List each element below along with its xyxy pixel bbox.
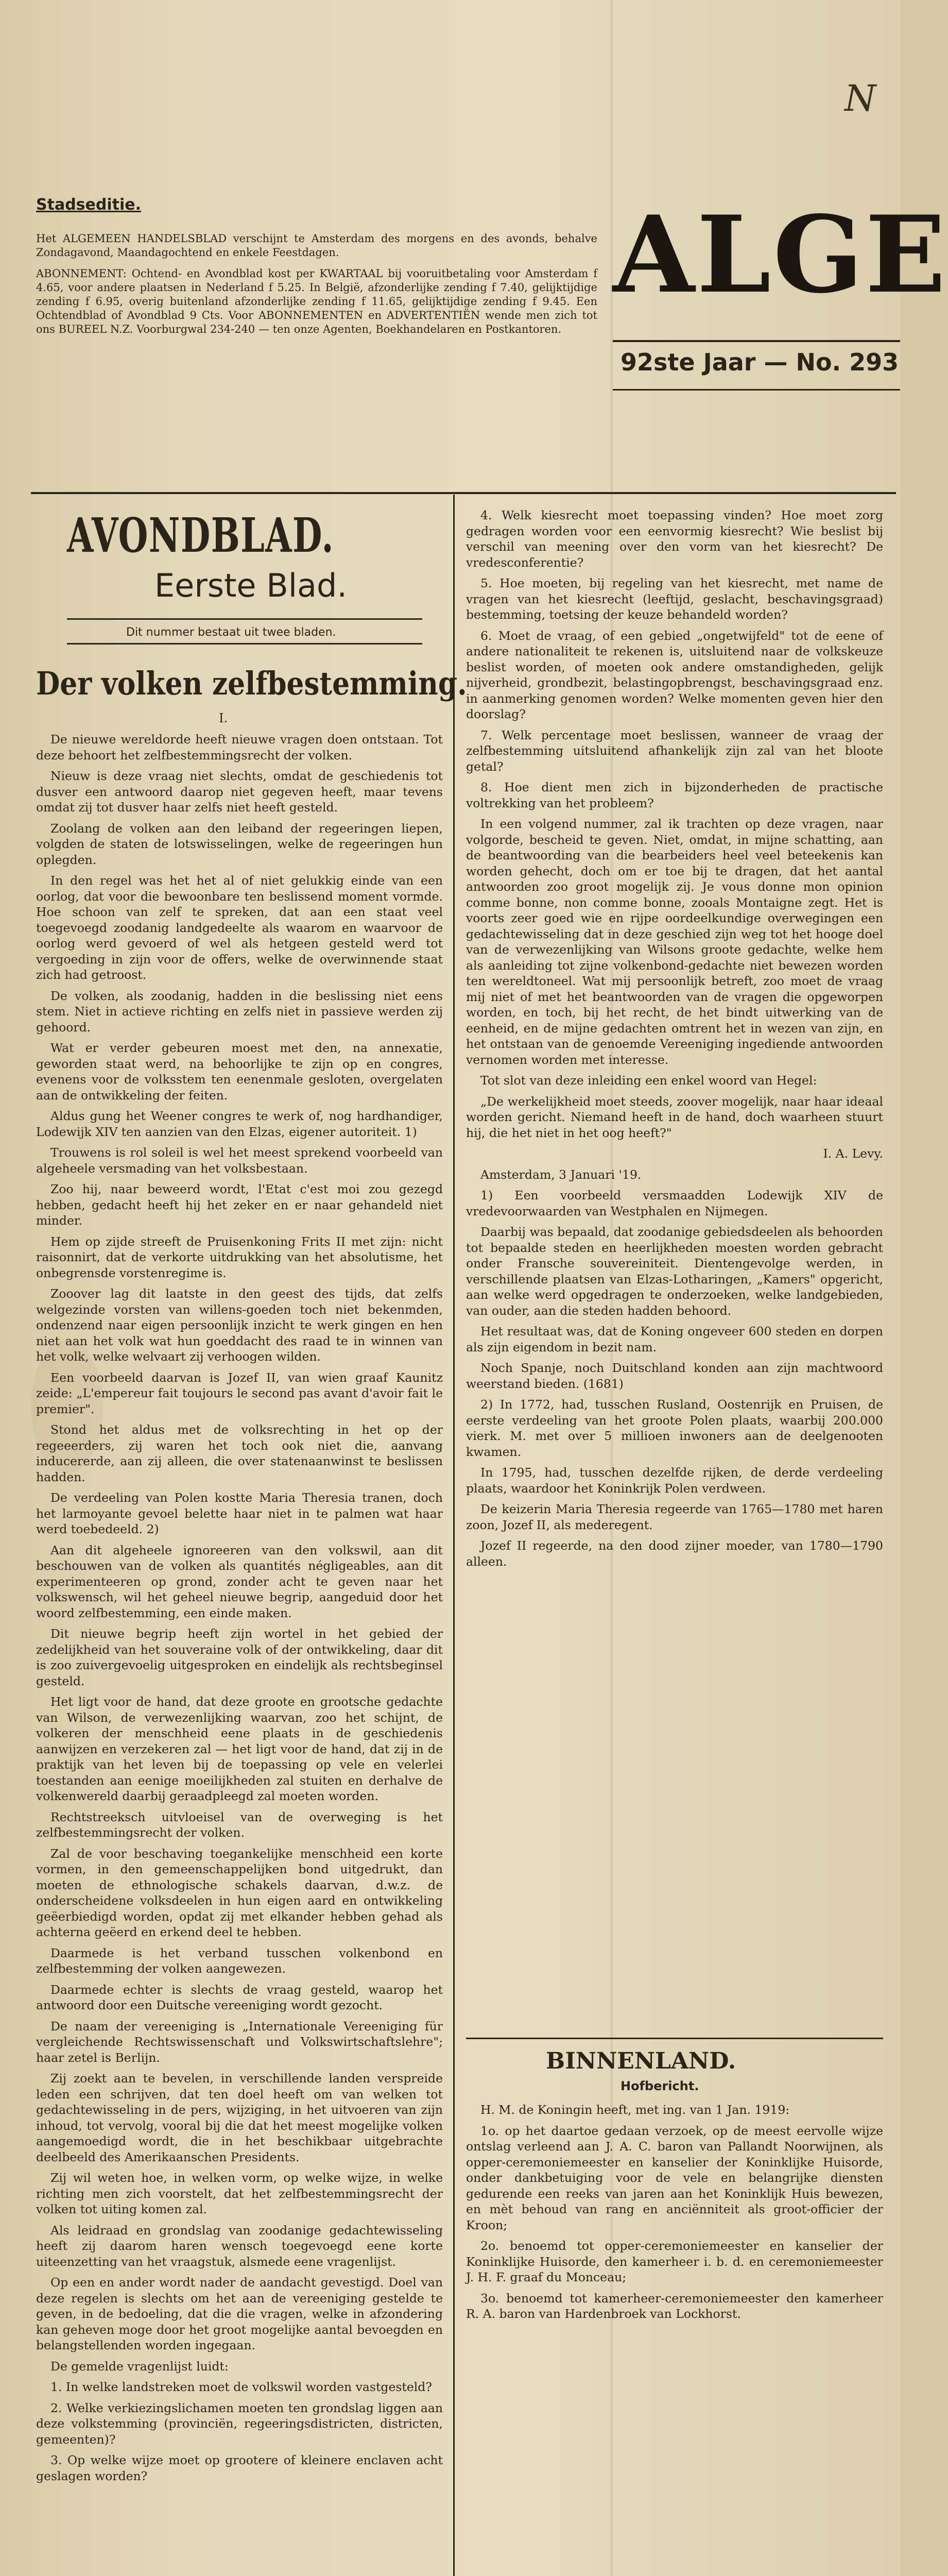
notice-paragraph: ABONNEMENT: Ochtend- en Avondblad kost per KWARTAAL bij vooruitbetaling voor Amsterdam f 4.65, voor andere plaatsen in Nederland f 5.25. In België, afzonderlijke zending f 7.40, gelijktijdige zending f 6.95, overig buitenland afzonderlijke zending f 11.65, gelijktijdige zending f 9.45. Een Ochtendblad of Avondblad 9 Cts. Voor ABONNEMENTEN en ADVERTENTIËN wende men zich tot ons BUREEL N.Z. Voorburgwal 234-240 — ten onze Agenten, Boekhandelaren en Postkantoren.	[36, 267, 597, 335]
article-paragraph: Trouwens is rol soleil is wel het meest sprekend voorbeeld van algeheele versmading van het volksbestaan.	[36, 1145, 443, 1176]
article-paragraph: Daarmede is het verband tusschen volkenbond en zelfbestemming der volken aangewezen.	[36, 1945, 443, 1976]
article-paragraph: 3. Op welke wijze moet op grootere of kleinere enclaven acht geslagen worden?	[36, 2453, 443, 2483]
article-dateline: Amsterdam, 3 Januari '19.	[480, 1167, 642, 1182]
footnote: De keizerin Maria Theresia regeerde van 1765—1780 met haren zoon, Jozef II, als mederegent.	[466, 1502, 883, 1532]
article-paragraph: Nieuw is deze vraag niet slechts, omdat de geschiedenis tot dusver een antwoord daarop niet gegeven heeft, maar tevens omdat zij tot dusver haar zelfs niet heeft gesteld.	[36, 769, 443, 815]
news-paragraph: 3o. benoemd tot kamerheer-ceremoniemeester den kamerheer R. A. baron van Hardenbroek van Lockhorst.	[466, 2291, 883, 2321]
article-paragraph: Stond het aldus met de volksrechting in het op der regeeerders, zij waren het toch ook niet die, aanvang inducererde, aan zij alleen, die over statenaanwinst te beslissen hadden.	[36, 1422, 443, 1484]
article-paragraph: Dit nieuwe begrip heeft zijn wortel in het gebied der zedelijkheid van het souveraine volk of der ontwikkeling, daar dit is zoo zuivergevoelig uitgesproken en eindelijk als rechtsbeginsel gesteld.	[36, 1626, 443, 1688]
article-paragraph: 6. Moet de vraag, of een gebied „ongetwijfeld" tot de eene of andere nationaliteit te rekenen is, uitsluitend naar de volkskeuze beslist worden, of moeten ook andere omstandigheden, gelijk nijverheid, grondbezit, belastingopbrengst, beschavingsgraad enz. in aanmerking genomen worden? Welke momenten geven hier den doorslag?	[466, 628, 883, 721]
banner-rule	[67, 618, 422, 620]
article-paragraph: 7. Welk percentage moet beslissen, wanneer de vraag der zelfbestemming uitsluitend afhankelijk zijn zal van het bloote getal?	[466, 727, 883, 774]
article-paragraph: Aldus gung het Weener congres te werk of, nog hardhandiger, Lodewijk XIV ten aanzien van den Elzas, eigener autoriteit. 1)	[36, 1109, 443, 1139]
article-paragraph: De nieuwe wereldorde heeft nieuwe vragen doen ontstaan. Tot deze behoort het zelfbestemmingsrecht der volken.	[36, 732, 443, 762]
section-heading-binnenland: BINNENLAND.	[546, 2048, 736, 2074]
masthead-rule	[613, 340, 900, 342]
footnote: 1) Een voorbeeld versmaadden Lodewijk XIV de vredevoorwaarden van Westphalen en Nijmegen.	[466, 1188, 883, 1218]
article-paragraph: De gemelde vragenlijst luidt:	[50, 2359, 229, 2374]
article-paragraph: Zoolang de volken aan den leiband der regeeringen liepen, volgden de staten de lotswisselingen, welke de regeeringen hun oplegden.	[36, 821, 443, 867]
banner-rule	[67, 643, 422, 645]
article-paragraph: Zij zoekt aan te bevelen, in verschillende landen verspreide leden een schrijven, dat ten doel heeft om van welken tot gedachtewisseling in de pers, wijziging, in het uitvoeren van zijn inhoud, tot vervolg, vooral bij die dat het meest mogelijke volken aangemoedigd wordt, die in het beschikbaar uitgebrachte deelbeeld des Amerikaanschen Presidents.	[36, 2071, 443, 2164]
publication-notice	[36, 232, 597, 344]
hofbericht-column	[466, 2102, 883, 2576]
article-paragraph: 1. In welke landstreken moet de volkswil worden vastgesteld?	[50, 2380, 432, 2394]
article-paragraph: Zij wil weten hoe, in welken vorm, op welke wijze, in welke richting men zich voorstelt, dat het zelfbestemmingsrecht der volken tot uiting komen zal.	[36, 2171, 443, 2216]
article-paragraph: Zoo hij, naar beweerd wordt, l'Etat c'est moi zou gezegd hebben, gedacht heeft hij het zeker en er naar gehandeld niet minder.	[36, 1182, 443, 1228]
article-paragraph: De verdeeling van Polen kostte Maria Theresia tranen, doch het larmoyante gevoel belette haar niet in te palmen wat haar werd toebedeeld. 2)	[36, 1490, 443, 1536]
article-paragraph: Het ligt voor de hand, dat deze groote en grootsche gedachte van Wilson, de verwezenlijking waarvan, zoo het schijnt, de volkeren der menschheid eene plaats in de geschiedenis aanwijzen en verzekeren zal — het ligt voor de hand, dat zij in de praktijk van het leven bij de toepassing op vele en velerlei toestanden aan eenige moeilijkheden zal stuiten en derhalve de volkenwereld daarbij geraadpleegd zal moeten worden.	[36, 1694, 443, 1803]
article-paragraph: Als leidraad en grondslag van zoodanige gedachtewisseling heeft zij daarom haren wensch toegevoegd eene korte uiteenzetting van het vraagstuk, alsmede eene vragenlijst.	[36, 2223, 443, 2269]
footnote: In 1795, had, tusschen dezelfde rijken, de derde verdeeling plaats, waardoor het Koninkrijk Polen verdween.	[466, 1465, 883, 1496]
footnote: 2) In 1772, had, tusschen Rusland, Oostenrijk en Pruisen, de eerste verdeeling van het groote Polen plaats, waarbij 200.000 vierk. M. met over 5 millioen inwoners aan de deelgenooten kwamen.	[466, 1397, 883, 1459]
volume-number: 92ste Jaar — No. 293	[620, 348, 899, 376]
footnote: Noch Spanje, noch Duitschland konden aan zijn machtwoord weerstand bieden. (1681)	[466, 1361, 883, 1391]
article-paragraph: Rechtstreeksch uitvloeisel van de overweging is het zelfbestemmingsrecht der volken.	[36, 1809, 443, 1840]
article-paragraph: De naam der vereeniging is „Internationale Vereeniging für vergleichende Rechtswissenschaft und Volkswirtschaftslehre"; haar zetel is Berlijn.	[36, 2019, 443, 2065]
article-paragraph: 2. Welke verkiezingslichamen moeten ten grondslag liggen aan deze volkstemming (provinciën, regeeringsdistricten, districten, gemeenten)?	[36, 2400, 443, 2447]
section-subheading-hofbericht: Hofbericht.	[620, 2079, 699, 2093]
article-paragraph: Daarmede echter is slechts de vraag gesteld, waarop het antwoord door een Duitsche vereeniging wordt gezocht.	[36, 1982, 443, 2012]
article-paragraph: Zooover lag dit laatste in den geest des tijds, dat zelfs welgezinde vorsten van willens-goeden toch niet bekenmden, ondenzend naar eigen persoonlijk inzicht te werk gingen en hen niet aan het volk wat hun goeddacht des raad te in winnen van het volk, welke welvaart zij verhoogen wilden.	[36, 1286, 443, 1364]
article-column-1	[36, 732, 443, 2576]
article-paragraph: Aan dit algeheele ignoreeren van den volkswil, aan dit beschouwen van de volken als quantités négligeables, aan dit experimenteeren op grond, zonder acht te geven naar het volkswensch, wil het geheel nieuwe begrip, aangeduid door het woord zelfbestemming, een einde maken.	[36, 1543, 443, 1620]
article-part: I.	[219, 711, 228, 725]
article-column-2	[466, 507, 883, 2025]
footnote: Jozef II regeerde, na den dood zijner moeder, van 1780—1790 alleen.	[466, 1538, 883, 1569]
edition-banner-subtitle: Eerste Blad.	[154, 567, 348, 604]
article-title: Der volken zelfbestemming.	[36, 665, 467, 702]
section-rule	[466, 2038, 883, 2039]
news-paragraph: 2o. benoemd tot opper-ceremoniemeester en kanselier der Koninklijke Huisorde, den kamerheer i. b. d. en ceremoniemeester J. H. F. graaf du Monceau;	[466, 2239, 883, 2284]
article-paragraph: 4. Welk kiesrecht moet toepassing vinden? Hoe moet zorg gedragen worden voor een eenvormig kiesrecht? Wie beslist bij verschil van meening over den vorm van het kiesrecht? De vredesconferentie?	[466, 508, 883, 570]
edition-note: Dit nummer bestaat uit twee bladen.	[126, 626, 336, 639]
footnote: Daarbij was bepaald, dat zoodanige gebiedsdeelen als behoorden tot bepaalde steden en heerlijkheden moesten worden gebracht onder Fransche souvereiniteit. Dientengevolge werden, in verschillende plaatsen van Elzas-Lotharingen, „Kamers" opgericht, aan welke werd opgedragen te onderzoeken, welke landgebieden, van ouder, aan die steden hadden behoord.	[466, 1225, 883, 1318]
edition-label: Stadseditie.	[36, 196, 141, 214]
article-paragraph: Tot slot van deze inleiding een enkel woord van Hegel:	[480, 1073, 817, 1088]
article-paragraph: Op een en ander wordt nader de aandacht gevestigd. Doel van deze regelen is slechts om het aan de vereeniging gestelde te geven, in de bedoeling, dat die die vragen, welke in afzondering kan geheven moge door het groot mogelijke aantal bevoegden en belangstellenden worden ingegaan.	[36, 2275, 443, 2352]
column-divider	[453, 495, 455, 2576]
article-paragraph: In den regel was het het al of niet gelukkig einde van een oorlog, dat voor die bewoonbare ten beslissend moment vormde. Hoe schoon van zelf te spreken, dat aan een staat veel toegevoegd zoodanig landgedeelte als waarom en waarvoor de oorlog werd gevoerd of wel als hetgeen gesteld werd tot vergoeding in zijn voor de offers, welke de overwinnende staat zich had getroost.	[36, 873, 443, 982]
article-paragraph: Wat er verder gebeuren moest met den, na annexatie, geworden staat werd, na behoorlijke te zijn op en congres, evenens voor de volksstem ten eenenmale gesloten, overgelaten aan de ontwikkeling der feiten.	[36, 1041, 443, 1103]
article-paragraph: 5. Hoe moeten, bij regeling van het kiesrecht, met name de vragen van het kiesrecht (leeftijd, geslacht, beschavingsgraad) bestemming, toetsing der keuze behandeld worden?	[466, 576, 883, 622]
news-paragraph: H. M. de Koningin heeft, met ing. van 1 Jan. 1919:	[480, 2103, 790, 2117]
article-author: I. A. Levy.	[823, 1146, 883, 1161]
article-paragraph: 8. Hoe dient men zich in bijzonderheden de practische voltrekking van het probleem?	[466, 780, 883, 810]
header-rule	[31, 492, 896, 494]
article-paragraph: Een voorbeeld daarvan is Jozef II, van wien graaf Kaunitz zeide: „L'empereur fait toujours le second pas avant d'avoir fait le premier".	[36, 1370, 443, 1416]
masthead-rule	[613, 389, 900, 391]
footnote: Het resultaat was, dat de Koning ongeveer 600 steden en dorpen als zijn eigendom in bezit nam.	[466, 1324, 883, 1354]
masthead-top-fragment: N	[844, 77, 876, 120]
notice-paragraph: Het ALGEMEEN HANDELSBLAD verschijnt te Amsterdam des morgens en des avonds, behalve Zondagavond, Maandagochtend en enkele Feestdagen.	[36, 232, 597, 259]
article-paragraph: „De werkelijkheid moet steeds, zoover mogelijk, naar haar ideaal worden gericht. Niemand heeft in de hand, doch waarheen stuurt hij, die het niet in het oog heeft?"	[466, 1094, 883, 1140]
news-paragraph: 1o. op het daartoe gedaan verzoek, op de meest eervolle wijze ontslag verleend aan J. A. C. baron van Pallandt Noorwijnen, als opper-ceremoniemeester en kanselier der Koninklijke Huisorde, onder dankbetuiging voor de vele en belangrijke diensten gedurende een reeks van jaren aan het Koninklijk Huis bewezen, en mèt behoud van rang en anciënniteit als groot-officier der Kroon;	[466, 2123, 883, 2232]
article-paragraph: Hem op zijde streeft de Pruisenkoning Frits II met zijn: nicht raisonnirt, dat de verkorte uitdrukking van het absolutisme, het onbegrensde vorstenregime is.	[36, 1234, 443, 1280]
article-paragraph: Zal de voor beschaving toegankelijke menschheid een korte vormen, in den gemeenschappelijken bond uitgedrukt, dan moeten de ethnologische schakels daarvan, d.w.z. de onderscheidene volksdeelen in hun eigen aard en ontwikkeling geëerbiedigd worden, opdat zij met elkander hebben gehad als achterna geëerd en erkend deel te hebben.	[36, 1846, 443, 1939]
article-paragraph: In een volgend nummer, zal ik trachten op deze vragen, naar volgorde, bescheid te geven. Niet, omdat, in mijne schatting, aan de beantwoording van die bearbeiders heel veel beteekenis kan worden gehecht, doch om er toe bij te dragen, dat het aantal antwoorden zoo groot mogelijk zij. Je vous donne mon opinion comme bonne, non comme bonne, zooals Montaigne zegt. Het is voorts zeer goed wie en rijpe oordeelkundige overwegingen een gedachtewisseling dat in deze geschied zijn weg tot het hooge doel van de verwezenlijking van Wilsons groote gedachte, welke hem als aanleiding tot zijne volkenbond-gedachte niet bewezen worden ten wereldtoneel. Wat mij persoonlijk betreft, zoo moet de vraag mij niet of met het beantwoorden van de vragen die opgeworpen worden, en toch, bij het recht, de het bindt uitwerking van de eenheid, en de mijne gedachten omtrent het in wezen van zijn, en het ontstaan van de genoemde Vereeniging ingediende antwoorden vernomen worden met interesse.	[466, 817, 883, 1067]
masthead-title: ALGE	[613, 193, 948, 317]
article-paragraph: De volken, als zoodanig, hadden in die beslissing niet eens stem. Niet in actieve richting en zelfs niet in passieve werden zij gehoord.	[36, 988, 443, 1035]
edition-banner-title: AVONDBLAD.	[67, 507, 334, 563]
